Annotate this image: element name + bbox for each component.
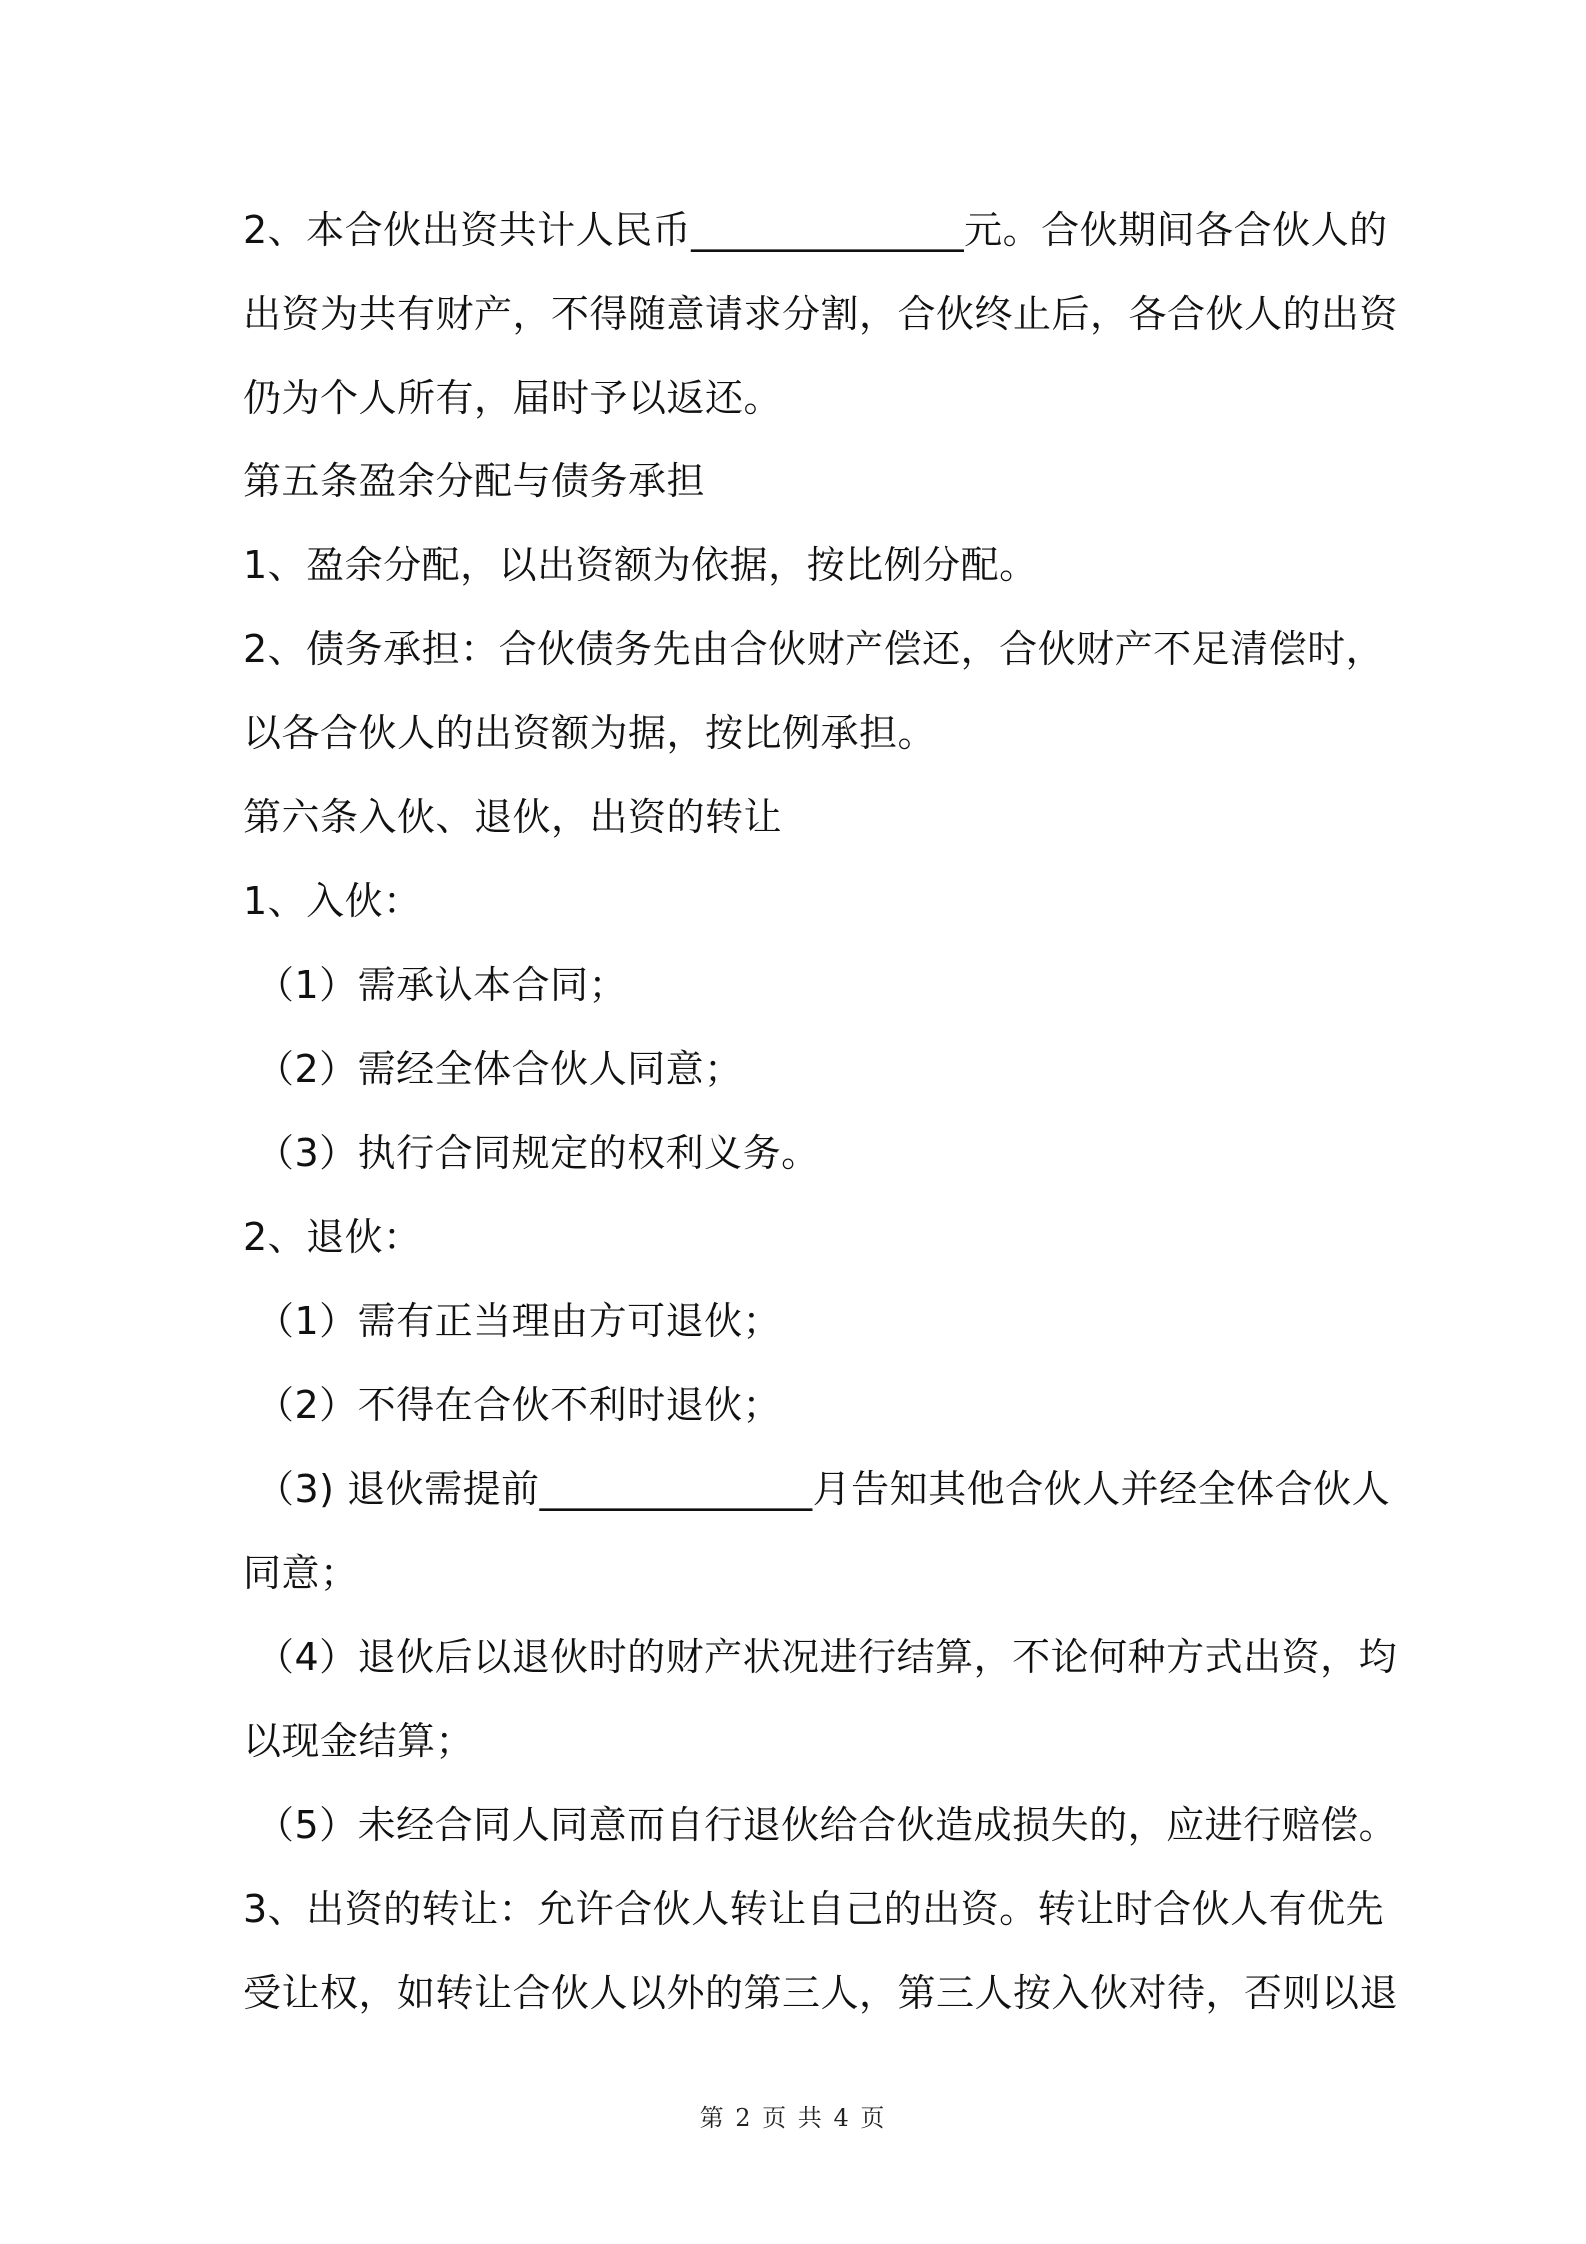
list-item: （3) 退伙需提前______________月告知其他合伙人并经全体合伙人 (256, 1467, 1391, 1511)
text-line: 以现金结算； (243, 1719, 475, 1763)
text-line: 仍为个人所有，届时予以返还。 (243, 376, 783, 420)
section-heading: 第六条入伙、退伙，出资的转让 (243, 795, 783, 839)
section-heading: 第五条盈余分配与债务承担 (243, 459, 706, 503)
text-line: 1、盈余分配，以出资额为依据，按比例分配。 (243, 543, 1038, 587)
text-line: 同意； (243, 1551, 359, 1595)
list-item: （4）退伙后以退伙时的财产状况进行结算，不论何种方式出资，均 (256, 1635, 1398, 1679)
text-line: 2、本合伙出资共计人民币______________元。合伙期间各合伙人的 (243, 208, 1388, 252)
list-item: （1）需有正当理由方可退伙； (256, 1299, 782, 1343)
list-item: （5）未经合同人同意而自行退伙给合伙造成损失的，应进行赔偿。 (256, 1803, 1398, 1847)
list-item: （1）需承认本合同； (256, 963, 628, 1007)
text-line: 3、出资的转让：允许合伙人转让自己的出资。转让时合伙人有优先 (243, 1887, 1385, 1931)
text-line: 受让权，如转让合伙人以外的第三人，第三人按入伙对待，否则以退 (243, 1971, 1399, 2015)
text-line: 2、退伙： (243, 1215, 422, 1259)
text-line: 出资为共有财产，不得随意请求分割，合伙终止后，各合伙人的出资 (243, 292, 1399, 336)
list-item: （3）执行合同规定的权利义务。 (256, 1131, 820, 1175)
text-line: 1、入伙： (243, 879, 422, 923)
text-line: 2、债务承担：合伙债务先由合伙财产偿还，合伙财产不足清偿时， (243, 627, 1385, 671)
text-line: 以各合伙人的出资额为据，按比例承担。 (243, 711, 937, 755)
list-item: （2）需经全体合伙人同意； (256, 1047, 743, 1091)
list-item: （2）不得在合伙不利时退伙； (256, 1383, 782, 1427)
page-number-footer: 第 2 页 共 4 页 (699, 2104, 887, 2132)
